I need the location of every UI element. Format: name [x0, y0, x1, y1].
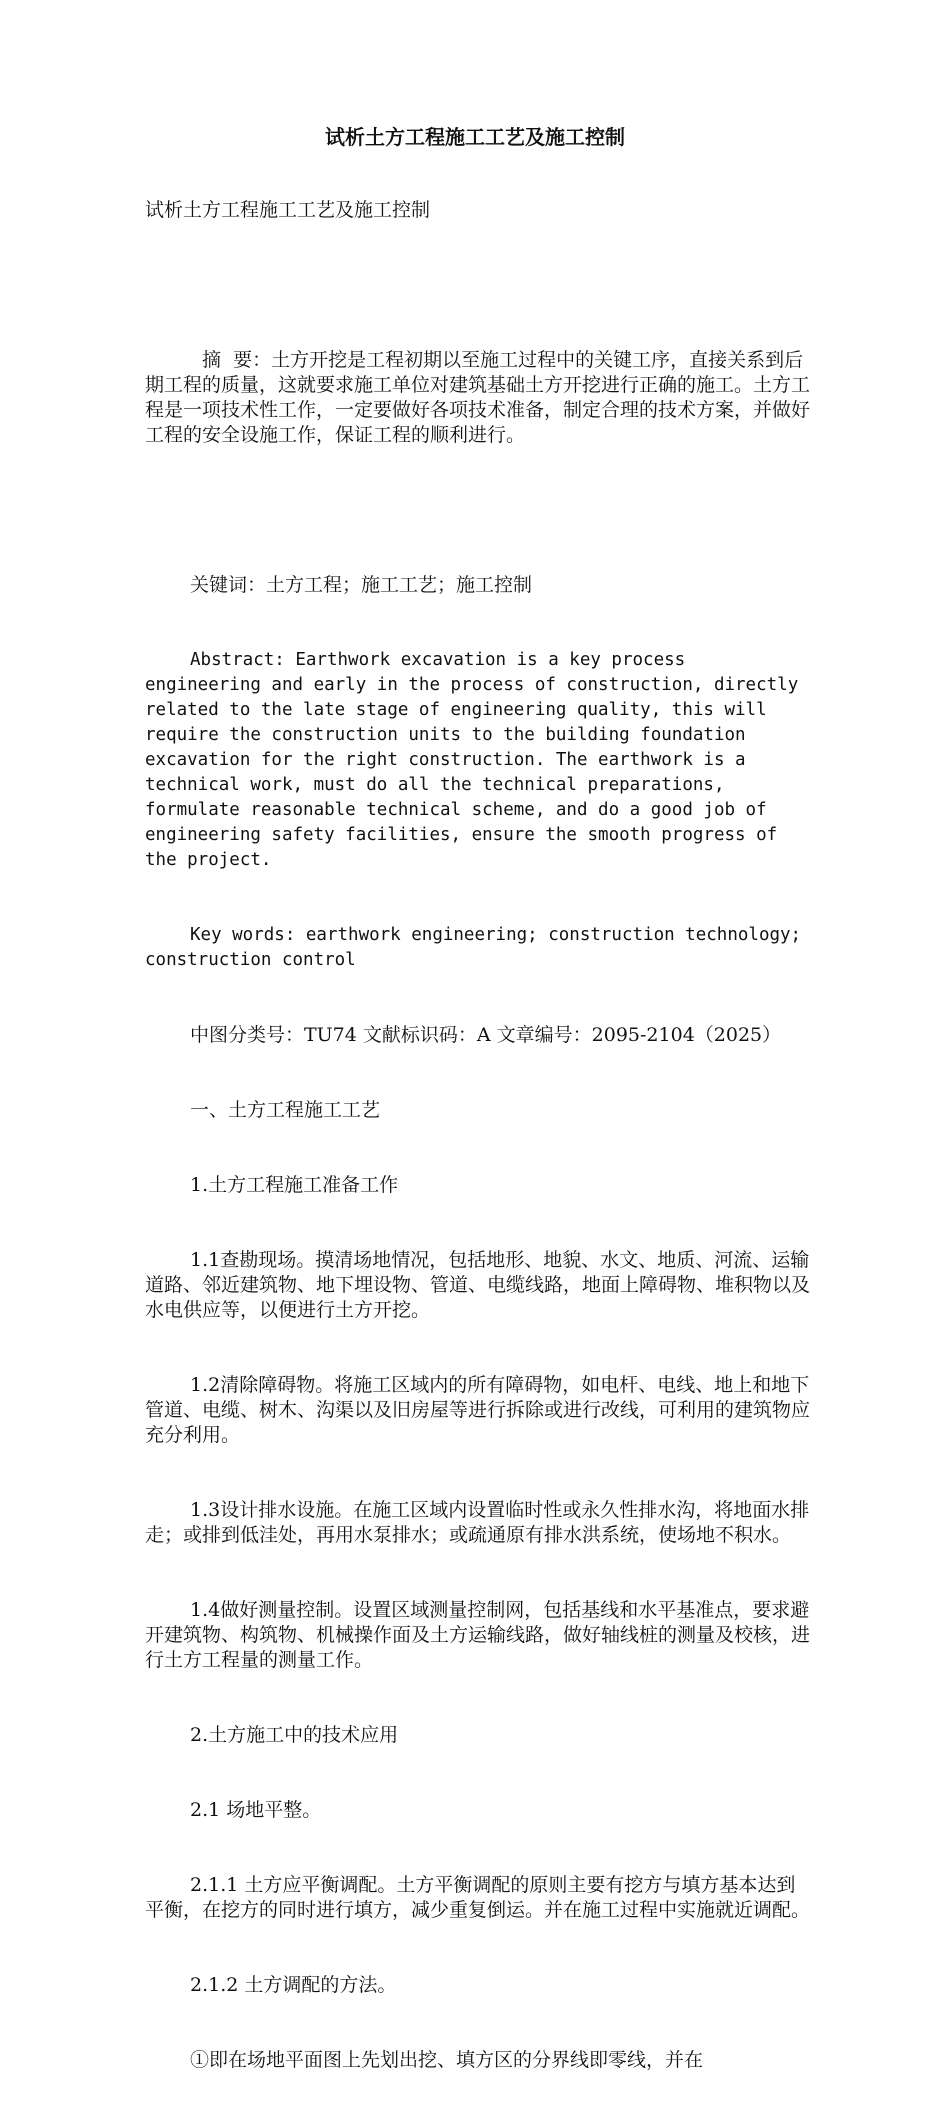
spacer — [145, 273, 810, 298]
section-heading: 一、土方工程施工工艺 — [190, 1099, 381, 1121]
paragraph-2-1-1: 2.1.1 土方应平衡调配。土方平衡调配的原则主要有挖方与填方基本达到平衡，在挖方的同时进行填方，减少重复倒运。并在施工过程中实施就近调配。 — [145, 1874, 811, 1921]
paragraph-1-4: 1.4做好测量控制。设置区域测量控制网，包括基线和水平基准点，要求避开建筑物、构筑物、机械操作面及土方运输线路，做好轴线桩的测量及校核，进行土方工程量的测量工作。 — [145, 1599, 811, 1671]
classification-line: 中图分类号：TU74 文献标识码：A 文章编号：2095-2104（2025） — [190, 1024, 782, 1046]
paragraph-2-1-2: 2.1.2 土方调配的方法。 — [190, 1974, 397, 1996]
subsection-heading: 1.土方工程施工准备工作 — [190, 1174, 399, 1196]
paragraph-circle-1: ①即在场地平面图上先划出挖、填方区的分界线即零线，并在 — [190, 2049, 704, 2071]
paragraph-1-1: 1.1查勘现场。摸清场地情况，包括地形、地貌、水文、地质、河流、运输道路、邻近建筑物、地下埋设物、管道、电缆线路，地面上障碍物、堆积物以及水电供应等，以便进行土方开挖。 — [145, 1249, 811, 1321]
keywords-cn: 关键词：土方工程；施工工艺；施工控制 — [190, 574, 533, 596]
abstract-en: Abstract: Earthwork excavation is a key process engineering and early in the process of construction, directly related to the late stage of engineering quality, this will require the construction units to the building foundation excavation for the right construction. The earthwork is a technical work, must do all the technical preparations, formulate reasonable technical scheme, and do a good job of engineering safety facilities, ensure the smooth progress of the project. — [145, 650, 809, 870]
document-title: 试析土方工程施工工艺及施工控制 — [325, 125, 625, 149]
paragraph-1-3: 1.3设计排水设施。在施工区域内设置临时性或永久性排水沟，将地面水排走；或排到低洼处，再用水泵排水；或疏通原有排水洪系统，使场地不积水。 — [145, 1499, 810, 1546]
keywords-en: Key words: earthwork engineering; construction technology; construction control — [145, 925, 812, 970]
subsection-heading: 2.土方施工中的技术应用 — [190, 1724, 399, 1746]
document-subtitle: 试析土方工程施工工艺及施工控制 — [145, 199, 431, 221]
paragraph-1-2: 1.2清除障碍物。将施工区域内的所有障碍物，如电杆、电线、地上和地下管道、电缆、树木、沟渠以及旧房屋等进行拆除或进行改线，可利用的建筑物应充分利用。 — [145, 1374, 811, 1446]
spacer — [145, 498, 810, 523]
abstract-cn: 摘 要：土方开挖是工程初期以至施工过程中的关键工序，直接关系到后期工程的质量，这就要求施工单位对建筑基础土方开挖进行正确的施工。土方工程是一项技术性工作，一定要做好各项技术准备，制定合理的技术方案，并做好工程的安全设施工作，保证工程的顺利进行。 — [145, 349, 811, 446]
document-body — [145, 148, 810, 2123]
paragraph-2-1: 2.1 场地平整。 — [190, 1799, 322, 1821]
